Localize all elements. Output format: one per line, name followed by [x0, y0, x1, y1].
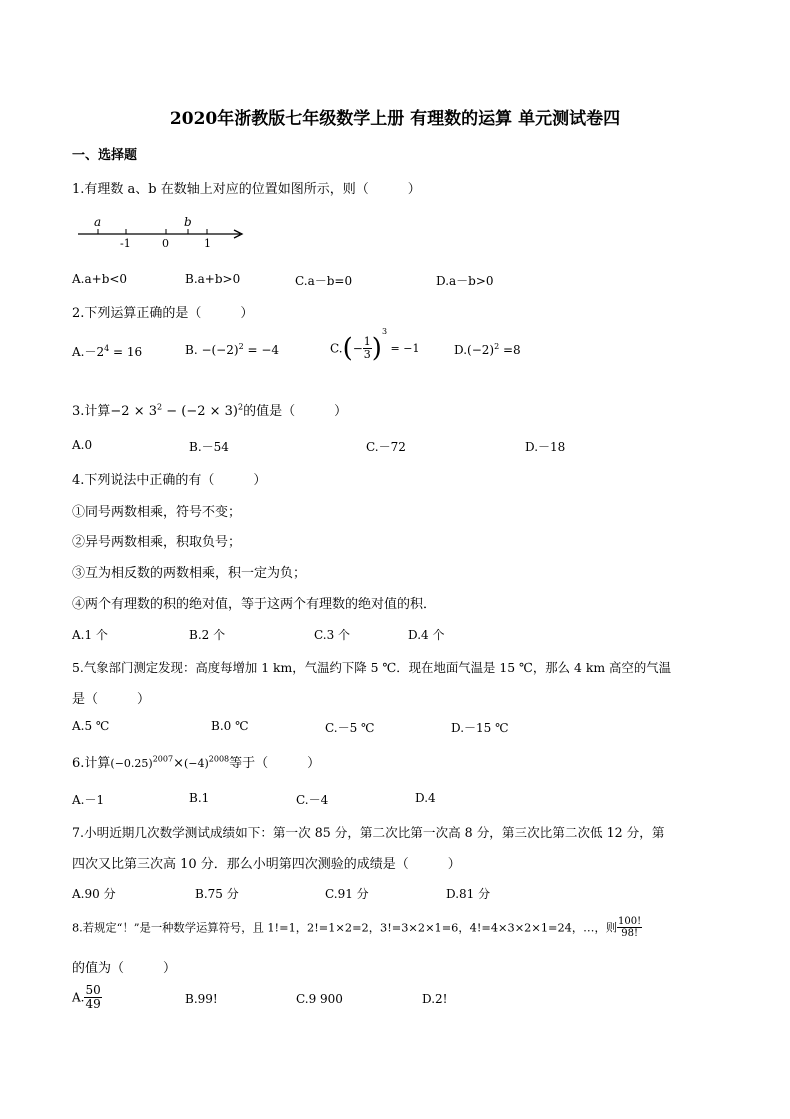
q6-option-b: B.1	[189, 791, 210, 805]
q6-option-a: A.－1	[72, 793, 105, 807]
q1-option-c: C.a－b=0	[295, 274, 353, 288]
q5-option-b: B.0 ℃	[211, 719, 249, 733]
question-5-line2: 是（ ）	[72, 692, 151, 707]
section-heading: 一、选择题	[72, 148, 138, 163]
question-7-line1: 7.小明近期几次数学测试成绩如下：第一次 85 分，第二次比第一次高 8 分，第三次比第二次低 12 分，第	[72, 825, 665, 840]
q1-option-d: D.a－b>0	[436, 274, 494, 288]
label-b: b	[184, 215, 192, 229]
q8-option-b: B.99!	[185, 992, 218, 1006]
q1-option-a: A.a+b<0	[72, 272, 128, 286]
q7-option-a: A.90 分	[72, 887, 116, 901]
q3-option-a: A.0	[72, 438, 93, 452]
q8-option-d: D.2!	[422, 992, 448, 1006]
q4-statement-3: ③互为相反数的两数相乘，积一定为负；	[72, 566, 307, 581]
q4-option-b: B.2 个	[189, 628, 226, 642]
label-zero: 0	[162, 237, 169, 250]
q3-option-b: B.－54	[189, 440, 229, 454]
q3-option-c: C.－72	[366, 440, 406, 454]
question-3-stem: 3.计算$-2 \times 3^2 - (-2 \times 3)^2$的值是（ ）	[72, 402, 348, 419]
q7-option-c: C.91 分	[325, 887, 369, 901]
q2-option-d: $D.(-2)^2 =8$	[454, 342, 521, 357]
q4-option-a: A.1 个	[72, 628, 108, 642]
q4-option-d: D.4 个	[408, 628, 445, 642]
q2-option-a: $A.-2^4 = 16$	[72, 344, 143, 359]
question-2-stem: 2.下列运算正确的是（ ）	[72, 306, 254, 321]
q8-option-a: A. $\frac{50}{49}$	[72, 983, 101, 1012]
number-line-figure	[74, 210, 250, 250]
label-a: a	[94, 215, 102, 229]
q5-option-d: D.－15 ℃	[451, 721, 509, 735]
q2-option-c: C.(− $\frac{1}{3}$ )$^3$ = −1	[330, 327, 420, 364]
question-8-line1: 8.若规定“！”是一种数学运算符号，且 1!=1，2!=1×2=2，3!=3×2×1=6，4!=4×3×2×1=24，…，则 $\frac{100!}{98!}$	[72, 916, 642, 939]
question-7-line2: 四次又比第三次高 10 分．那么小明第四次测验的成绩是（ ）	[72, 857, 461, 872]
q1-option-b: B.a+b>0	[185, 272, 241, 286]
q8-option-c: C.9 900	[296, 992, 343, 1006]
page-title: 2020年浙教版七年级数学上册 有理数的运算 单元测试卷四	[169, 109, 621, 129]
q4-statement-4: ④两个有理数的积的绝对值，等于这两个有理数的绝对值的积．	[72, 597, 437, 612]
question-4-stem: 4.下列说法中正确的有（ ）	[72, 473, 267, 488]
q7-option-b: B.75 分	[195, 887, 239, 901]
label-neg1: -1	[120, 237, 131, 250]
question-6-stem: 6.计算$(-0.25)^{2007}\times(-4)^{2008}$等于（ ）	[72, 754, 321, 771]
q4-statement-1: ①同号两数相乘，符号不变；	[72, 505, 242, 520]
q7-option-d: D.81 分	[446, 887, 491, 901]
question-5-line1: 5.气象部门测定发现：高度每增加 1 km，气温约下降 5 ℃．现在地面气温是 15 ℃，那么 4 km 高空的气温	[72, 660, 671, 675]
q2-option-b: B. $-(-2)^2 = -4$	[185, 342, 280, 357]
q5-option-c: C.－5 ℃	[325, 721, 375, 735]
q5-option-a: A.5 ℃	[72, 719, 110, 733]
q4-statement-2: ②异号两数相乘，积取负号；	[72, 535, 242, 550]
label-one: 1	[204, 237, 211, 250]
q3-option-d: D.－18	[525, 440, 566, 454]
q4-option-c: C.3 个	[314, 628, 351, 642]
q6-option-d: D.4	[415, 791, 436, 805]
question-1-stem: 1.有理数 a、b 在数轴上对应的位置如图所示，则（ ）	[72, 182, 421, 197]
q6-option-c: C.－4	[296, 793, 329, 807]
question-8-line2: 的值为（ ）	[72, 961, 177, 976]
